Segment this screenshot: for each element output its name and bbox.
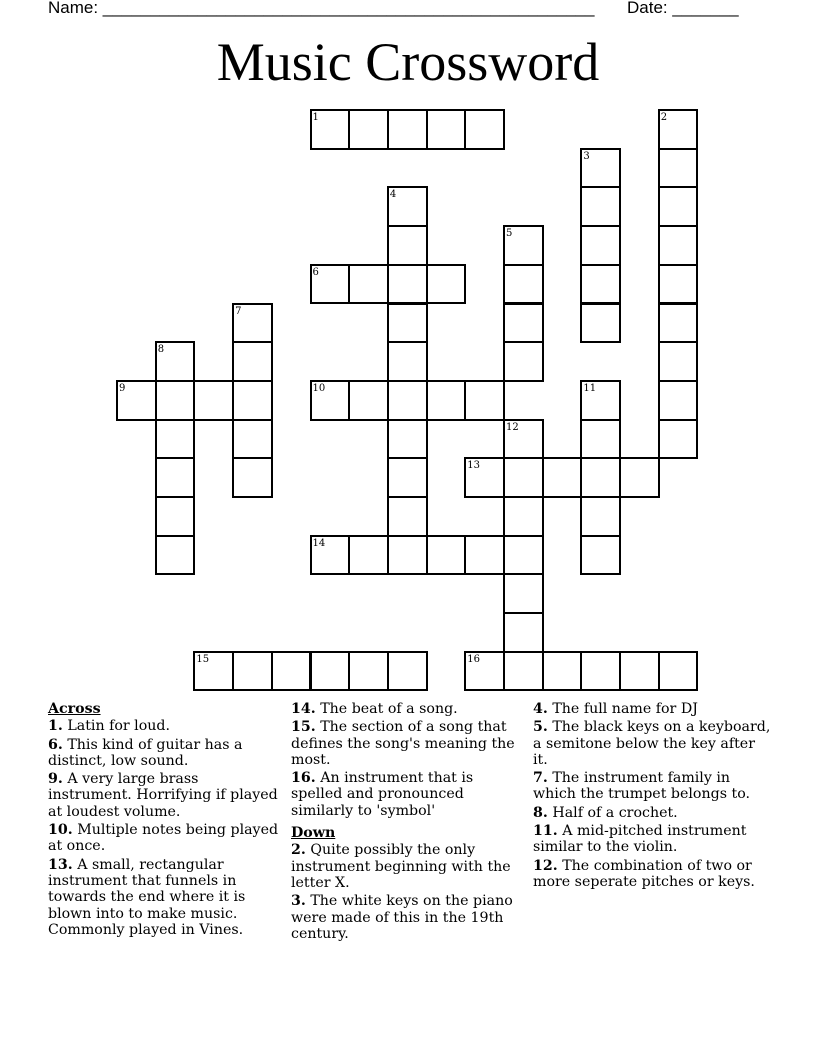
clue-across-10 <box>48 822 284 855</box>
clue-number: 13. <box>48 856 73 873</box>
clue-number: 8. <box>533 804 548 821</box>
grid-cell[interactable] <box>464 380 505 421</box>
grid-cell[interactable] <box>193 651 234 692</box>
clue-down-2 <box>291 842 527 891</box>
grid-cell[interactable] <box>155 380 196 421</box>
clue-text: This kind of guitar has a distinct, low sound. <box>48 736 243 769</box>
clue-text: Latin for loud. <box>67 718 170 735</box>
grid-cell[interactable] <box>426 535 467 576</box>
clue-across-6 <box>48 737 284 770</box>
grid-cell[interactable] <box>232 651 273 692</box>
clue-down-3 <box>291 893 527 942</box>
grid-cell[interactable] <box>155 535 196 576</box>
grid-cell[interactable] <box>348 264 389 305</box>
clue-text: The combination of two or more seperate pitches or keys. <box>533 857 755 890</box>
grid-cell[interactable] <box>193 380 234 421</box>
grid-cell[interactable] <box>503 303 544 344</box>
grid-cell[interactable] <box>658 419 699 460</box>
clue-down-7 <box>533 770 773 803</box>
grid-cell[interactable] <box>387 341 428 382</box>
grid-cell[interactable] <box>503 535 544 576</box>
grid-cell[interactable] <box>580 303 621 344</box>
name-field-label: Name: ____________________________________________________ <box>48 0 595 17</box>
grid-cell[interactable] <box>503 651 544 692</box>
grid-cell[interactable] <box>387 651 428 692</box>
grid-cell[interactable] <box>387 419 428 460</box>
grid-cell[interactable] <box>387 109 428 150</box>
clue-number: 15. <box>291 719 316 736</box>
grid-cell[interactable] <box>580 380 621 421</box>
grid-cell[interactable] <box>426 264 467 305</box>
clue-number: 9. <box>48 771 63 788</box>
clue-number: 12. <box>533 857 558 874</box>
clue-text: The instrument family in which the trumpet belongs to. <box>533 770 750 803</box>
cell-number: 4 <box>389 189 397 201</box>
grid-cell[interactable] <box>310 109 351 150</box>
cell-number: 1 <box>312 112 319 123</box>
clue-number: 11. <box>533 823 558 840</box>
clue-text: Quite possibly the only instrument beginning with the letter X. <box>291 842 511 891</box>
grid-cell[interactable] <box>658 380 699 421</box>
grid-cell[interactable] <box>155 419 196 460</box>
grid-cell[interactable] <box>503 225 544 266</box>
grid-cell[interactable] <box>542 651 583 692</box>
grid-cell[interactable] <box>580 148 621 189</box>
grid-cell[interactable] <box>387 496 428 537</box>
grid-cell[interactable] <box>348 651 389 692</box>
clue-text: A very large brass instrument. Horrifying if played at loudest volume. <box>48 771 278 820</box>
grid-cell[interactable] <box>155 457 196 498</box>
clue-number: 5. <box>533 719 548 736</box>
cell-number: 14 <box>312 537 326 549</box>
grid-cell[interactable] <box>580 651 621 692</box>
clue-text: The full name for DJ <box>552 701 698 717</box>
cell-number: 12 <box>506 421 519 433</box>
grid-cell[interactable] <box>387 535 428 576</box>
grid-cell[interactable] <box>580 225 621 266</box>
clue-text: The black keys on a keyboard, a semitone below the key after it. <box>533 719 771 768</box>
grid-cell[interactable] <box>464 109 505 150</box>
grid-cell[interactable] <box>387 380 428 421</box>
clues-column-1 <box>48 701 284 940</box>
grid-cell[interactable] <box>387 457 428 498</box>
cell-number: 9 <box>119 382 126 394</box>
cell-number: 7 <box>235 305 242 317</box>
cell-number: 3 <box>583 150 590 162</box>
cell-number: 2 <box>660 112 668 123</box>
clue-number: 6. <box>48 736 63 753</box>
grid-cell[interactable] <box>464 535 505 576</box>
grid-cell[interactable] <box>232 419 273 460</box>
clue-across-9 <box>48 771 284 820</box>
clue-text: Multiple notes being played at once. <box>48 822 279 855</box>
grid-cell[interactable] <box>155 496 196 537</box>
clue-down-4 <box>533 701 773 717</box>
clue-down-5 <box>533 719 773 768</box>
grid-cell[interactable] <box>658 148 699 189</box>
grid-cell[interactable] <box>580 264 621 305</box>
cell-number: 11 <box>583 382 597 394</box>
clue-down-8 <box>533 805 773 821</box>
grid-cell[interactable] <box>658 341 699 382</box>
clue-text: Half of a crochet. <box>552 804 678 821</box>
clue-text: The white keys on the piano were made of this in the 19th century. <box>291 893 513 942</box>
grid-cell[interactable] <box>310 380 351 421</box>
cell-number: 5 <box>506 228 513 240</box>
grid-cell[interactable] <box>387 264 428 305</box>
grid-cell[interactable] <box>542 457 583 498</box>
cell-number: 13 <box>467 460 481 472</box>
clue-text: The beat of a song. <box>320 701 458 717</box>
cell-number: 6 <box>312 266 319 278</box>
grid-cell[interactable] <box>580 535 621 576</box>
grid-cell[interactable] <box>464 651 505 692</box>
grid-cell[interactable] <box>155 341 196 382</box>
grid-cell[interactable] <box>348 535 389 576</box>
across-heading: Across <box>48 701 101 717</box>
grid-cell[interactable] <box>580 419 621 460</box>
grid-cell[interactable] <box>464 457 505 498</box>
clue-across-13 <box>48 857 284 938</box>
grid-cell[interactable] <box>503 264 544 305</box>
grid-cell[interactable] <box>503 612 544 653</box>
clue-number: 7. <box>533 770 548 787</box>
grid-cell[interactable] <box>116 380 157 421</box>
clue-number: 1. <box>48 718 63 735</box>
clue-text: A mid-pitched instrument similar to the violin. <box>533 823 747 856</box>
clues-column-2 <box>291 701 527 944</box>
clue-number: 4. <box>533 701 548 717</box>
grid-cell[interactable] <box>310 651 351 692</box>
grid-cell[interactable] <box>232 341 273 382</box>
grid-cell[interactable] <box>658 186 699 227</box>
grid-cell[interactable] <box>658 264 699 305</box>
clue-text: A small, rectangular instrument that funnels in towards the end where it is blown into to make music. Commonly played in Vines. <box>48 856 246 938</box>
clue-text: The section of a song that defines the song's meaning the most. <box>291 719 515 768</box>
clue-down-12 <box>533 858 773 891</box>
grid-cell[interactable] <box>580 457 621 498</box>
grid-cell[interactable] <box>232 457 273 498</box>
clue-text: An instrument that is spelled and pronounced similarly to 'symbol' <box>291 770 474 819</box>
cell-number: 8 <box>157 344 165 356</box>
grid-cell[interactable] <box>426 109 467 150</box>
grid-cell[interactable] <box>426 380 467 421</box>
grid-cell[interactable] <box>503 341 544 382</box>
clue-number: 16. <box>291 770 316 787</box>
grid-cell[interactable] <box>232 303 273 344</box>
grid-cell[interactable] <box>580 186 621 227</box>
grid-cell[interactable] <box>580 496 621 537</box>
down-heading: Down <box>291 825 336 842</box>
grid-cell[interactable] <box>271 651 312 692</box>
grid-cell[interactable] <box>348 109 389 150</box>
clue-number: 3. <box>291 893 306 910</box>
grid-cell[interactable] <box>348 380 389 421</box>
cell-number: 10 <box>312 382 326 394</box>
grid-cell[interactable] <box>387 303 428 344</box>
clue-across-1 <box>48 718 284 734</box>
cell-number: 15 <box>196 653 210 665</box>
clue-number: 10. <box>48 822 73 839</box>
grid-cell[interactable] <box>232 380 273 421</box>
clue-across-16 <box>291 770 527 819</box>
clue-number: 2. <box>291 842 306 859</box>
grid-cell[interactable] <box>310 535 351 576</box>
grid-cell[interactable] <box>619 457 660 498</box>
grid-cell[interactable] <box>387 225 428 266</box>
grid-cell[interactable] <box>658 225 699 266</box>
grid-cell[interactable] <box>310 264 351 305</box>
date-field-label: Date: _______ <box>627 0 739 17</box>
grid-cell[interactable] <box>619 651 660 692</box>
grid-cell[interactable] <box>503 573 544 614</box>
grid-cell[interactable] <box>503 496 544 537</box>
grid-cell[interactable] <box>658 303 699 344</box>
grid-cell[interactable] <box>658 109 699 150</box>
clue-number: 14. <box>291 701 316 717</box>
clues-column-3 <box>533 701 773 892</box>
grid-cell[interactable] <box>503 457 544 498</box>
cell-number: 16 <box>467 653 481 665</box>
grid-cell[interactable] <box>503 419 544 460</box>
grid-cell[interactable] <box>658 651 699 692</box>
clue-down-11 <box>533 823 773 856</box>
grid-cell[interactable] <box>387 186 428 227</box>
page-title: Music Crossword <box>216 32 600 92</box>
clue-across-15 <box>291 719 527 768</box>
clue-across-14 <box>291 701 527 717</box>
